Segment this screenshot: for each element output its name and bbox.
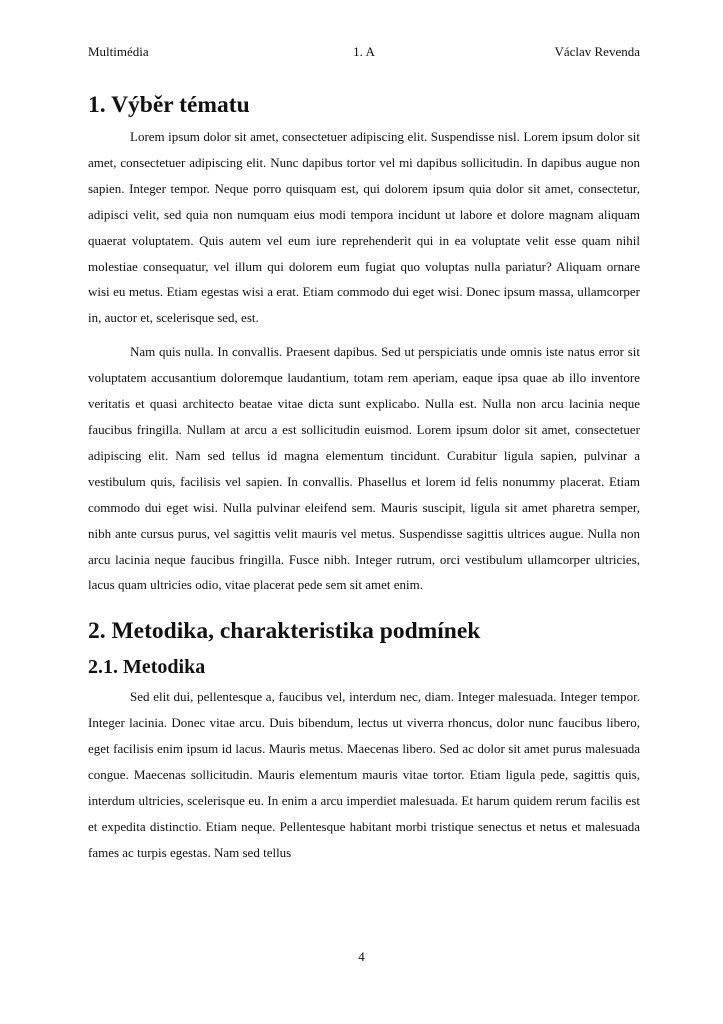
- page-number: 4: [358, 949, 365, 964]
- page-content: [88, 86, 640, 866]
- header-author: Václav Revenda: [554, 44, 640, 59]
- heading-metodika-charakteristika: 2. Metodika, charakteristika podmínek: [88, 618, 481, 645]
- paragraph: Lorem ipsum dolor sit amet, consectetuer adipiscing elit. Suspendisse nisl. Lorem ipsum dolor sit amet, consectetuer adipiscing elit. Nunc dapibus tortor vel mi dapibus sollicitudin. In dapibus augue non sapien. Integer tempor. Neque porro quisquam est, qui dolorem ipsum quia dolor sit amet, consectetur, adipisci velit, sed quia non numquam eius modi tempora incidunt ut labore et dolore magnam aliquam quaerat voluptatem. Quis autem vel eum iure reprehenderit qui in ea voluptate velit esse quam nihil molestiae consequatur, vel illum qui dolorem eum fugiat quo voluptas nulla pariatur? Aliquam ornare wisi eu metus. Etiam egestas wisi a erat. Etiam commodo dui eget wisi. Donec ipsum massa, ullamcorper in, auctor et, scelerisque sed, est.: [88, 129, 640, 326]
- page-header: [88, 43, 640, 61]
- subheading-metodika: 2.1. Metodika: [88, 656, 206, 679]
- header-class: 1. A: [353, 44, 375, 59]
- paragraph: Sed elit dui, pellentesque a, faucibus vel, interdum nec, diam. Integer malesuada. Integer tempor. Integer lacinia. Donec vitae arcu. Duis bibendum, lectus ut viverra rhoncus, dolor nunc faucibus libero, eget facilisis enim ipsum id lacus. Mauris metus. Maecenas libero. Sed ac dolor sit amet purus malesuada congue. Maecenas sollicitudin. Mauris elementum mauris vitae tortor. Etiam ligula pede, sagittis quis, interdum ultricies, scelerisque eu. In enim a arcu imperdiet malesuada. Et harum quidem rerum facilis est et expedita distinctio. Etiam neque. Pellentesque habitant morbi tristique senectus et netus et malesuada fames ac turpis egestas. Nam sed tellus: [88, 689, 640, 860]
- heading-vyber-tematu: 1. Výběr tématu: [88, 92, 250, 118]
- header-course: Multimédia: [88, 44, 149, 59]
- paragraph: Nam quis nulla. In convallis. Praesent dapibus. Sed ut perspiciatis unde omnis iste natus error sit voluptatem accusantium doloremque laudantium, totam rem aperiam, eaque ipsa quae ab illo inventore veritatis et quasi architecto beatae vitae dicta sunt explicabo. Nulla est. Nulla non arcu lacinia neque faucibus fringilla. Nullam at arcu a est sollicitudin euismod. Lorem ipsum dolor sit amet, consectetuer adipiscing elit. Nam sed tellus id magna elementum tincidunt. Curabitur ligula sapien, pulvinar a vestibulum quis, facilisis vel sapien. In convallis. Phasellus et lorem id felis nonummy placerat. Etiam commodo dui eget wisi. Nulla pulvinar eleifend sem. Mauris suscipit, ligula sit amet pharetra semper, nibh ante cursus purus, vel sagittis velit mauris vel metus. Suspendisse sagittis ultrices augue. Nulla non arcu lacinia neque faucibus fringilla. Fusce nibh. Integer rutrum, orci vestibulum ullamcorper ultricies, lacus quam ultricies odio, vitae placerat pede sem sit amet enim.: [88, 344, 640, 593]
